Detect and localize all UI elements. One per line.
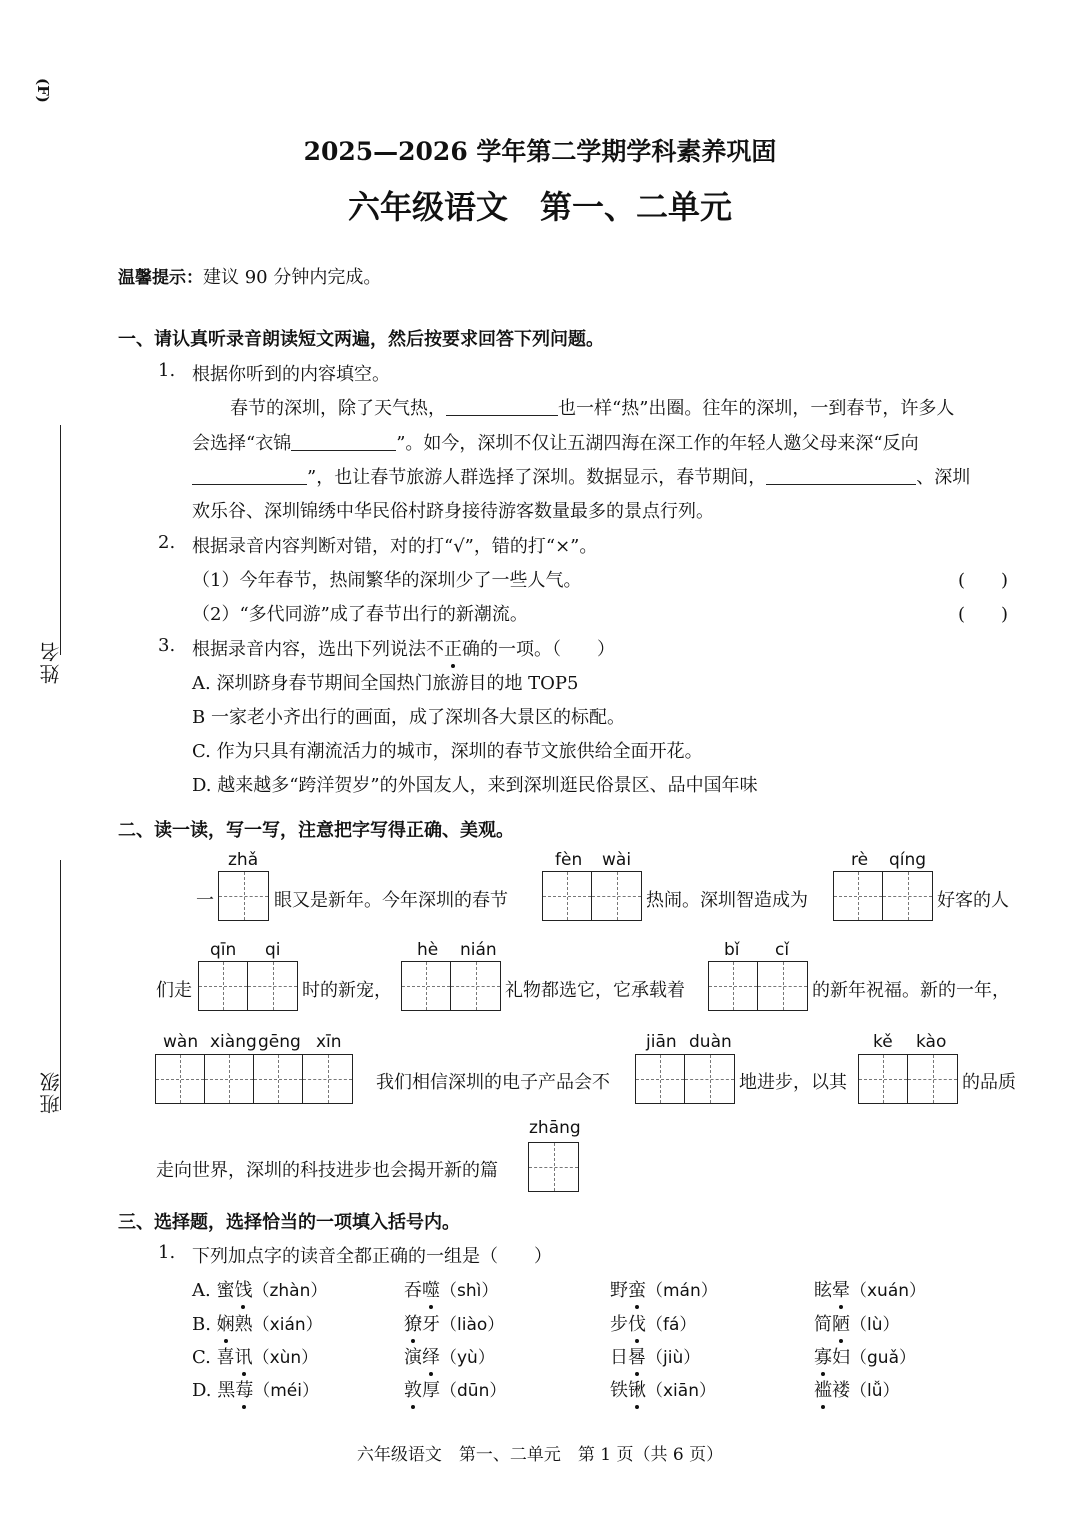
choice-item: [814, 1376, 900, 1402]
s3-q1-number: 1.: [158, 1242, 176, 1263]
choice-text: 黑: [217, 1380, 236, 1401]
pinyin: rè: [851, 850, 869, 870]
pinyin: zhāng: [529, 1118, 581, 1138]
row1-text-2: 热闹。深圳智造成为: [646, 890, 808, 911]
pinyin-reading: （dūn）: [440, 1381, 507, 1401]
exam-subtitle: 六年级语文 第一、二单元: [347, 188, 732, 226]
choice-text: 吞: [404, 1280, 422, 1301]
dotted-character: 褴: [814, 1376, 832, 1402]
choice-item: [814, 1343, 916, 1369]
choice-item: [610, 1343, 700, 1369]
tip-label: 温馨提示：: [118, 268, 203, 288]
q1-line1: 春节的深圳，除了天气热， 也一样“热”出圈。往年的深圳，一到春节，许多人: [230, 398, 955, 419]
choice-text: 牙: [422, 1314, 440, 1335]
pinyin: zhǎ: [228, 850, 259, 870]
series-label: (F): [34, 78, 52, 103]
pinyin-reading: （lǚ）: [850, 1381, 900, 1401]
row4-text-1: 走向世界，深圳的科技进步也会揭开新的篇: [156, 1160, 498, 1181]
writing-grid[interactable]: [155, 1054, 353, 1104]
choice-text: 铁: [610, 1380, 628, 1401]
choice-text: 蜜: [216, 1280, 235, 1301]
pinyin-reading: （lù）: [850, 1315, 900, 1335]
dotted-character: 噬: [422, 1276, 440, 1302]
choice-text: 步: [610, 1314, 628, 1335]
dotted-character: 饯: [234, 1276, 252, 1302]
pinyin-reading: （yù）: [440, 1348, 495, 1368]
choice-item: [610, 1376, 716, 1402]
page-footer: 六年级语文 第一、二单元 第 1 页（共 6 页）: [356, 1445, 724, 1465]
pinyin-reading: （fá）: [646, 1315, 697, 1335]
pinyin: qíng: [889, 850, 927, 870]
pinyin-reading: （méi）: [253, 1381, 319, 1401]
q1-line3: ”，也让春节旅游人群选择了深圳。数据显示，春节期间， 、深圳: [192, 463, 970, 489]
q2-answer-1[interactable]: ( ): [958, 570, 1009, 591]
q2-prompt: 根据录音内容判断对错，对的打“√”，错的打“×”。: [192, 536, 598, 557]
choice-text: A.: [192, 1280, 217, 1301]
pinyin-reading: （zhàn）: [252, 1281, 328, 1301]
section2-heading: 二、读一读，写一写，注意把字写得正确、美观。: [118, 820, 514, 841]
pinyin: wàn: [163, 1032, 199, 1052]
dotted-character: 陋: [832, 1310, 850, 1336]
writing-grid[interactable]: [218, 871, 269, 921]
q1-prompt: 根据你听到的内容填空。: [192, 364, 390, 385]
choice-item[interactable]: [192, 1376, 319, 1402]
row3-text-1: 我们相信深圳的电子产品会不: [376, 1072, 610, 1093]
name-line: [60, 425, 61, 655]
choice-item: [404, 1276, 498, 1302]
pinyin: qīn: [210, 940, 237, 960]
choice-item: [610, 1310, 696, 1336]
pinyin-reading: （guǎ）: [850, 1348, 916, 1368]
dotted-character: 晕: [832, 1276, 850, 1302]
pinyin: fèn: [555, 850, 583, 870]
s3-q1-prompt: 下列加点字的读音全都正确的一组是（ ）: [192, 1246, 552, 1267]
row1-text-3: 好客的人: [937, 890, 1009, 911]
q3-option-b[interactable]: B 一家老小齐出行的画面，成了深圳各大景区的标配。: [192, 707, 625, 728]
dotted-character: 敦: [404, 1376, 422, 1402]
choice-item: [404, 1343, 495, 1369]
name-label: 姓名: [39, 640, 63, 684]
dotted-character: 蛮: [628, 1276, 646, 1302]
q1-line2: 会选择“衣锦 ”。如今，深圳不仅让五湖四海在深工作的年轻人邀父母来深“反向: [192, 433, 919, 454]
pinyin-reading: （jiù）: [646, 1348, 701, 1368]
writing-grid[interactable]: [833, 871, 933, 921]
choice-item: [814, 1276, 926, 1302]
choice-text: 眩: [814, 1280, 832, 1301]
dotted-character: 獠: [404, 1310, 422, 1336]
writing-grid[interactable]: [198, 961, 298, 1011]
pinyin-reading: （xián）: [252, 1315, 323, 1335]
row2-text-3: 的新年祝福。新的一年，: [812, 980, 1010, 1001]
pinyin: hè: [417, 940, 439, 960]
class-label: 班级: [39, 1070, 63, 1114]
writing-grid[interactable]: [542, 871, 642, 921]
choice-text: 演: [404, 1347, 422, 1368]
dotted-character: 晷: [628, 1343, 646, 1369]
pinyin: cǐ: [775, 940, 790, 960]
pinyin-reading: （xùn）: [252, 1348, 319, 1368]
q3-prompt: 根据录音内容，选出下列说法不正确的一项。（ ）: [192, 635, 615, 661]
pinyin: wài: [602, 850, 632, 870]
dotted-character: 伐: [628, 1310, 646, 1336]
pinyin: qi: [265, 940, 281, 960]
section3-heading: 三、选择题，选择恰当的一项填入括号内。: [118, 1212, 460, 1233]
pinyin: bǐ: [724, 940, 740, 960]
dotted-character: 讯: [235, 1343, 253, 1369]
pinyin-reading: （xiān）: [646, 1381, 716, 1401]
row1-text-1: 眼又是新年。今年深圳的春节: [274, 890, 508, 911]
emphasis-text: 不正确: [426, 635, 480, 661]
choice-text: 厚: [422, 1380, 440, 1401]
row1-text-0: 一: [196, 890, 214, 911]
choice-text: 熟: [234, 1314, 253, 1335]
q1-number: 1.: [158, 360, 176, 381]
dotted-character: 寡: [814, 1343, 832, 1369]
choice-item[interactable]: [192, 1343, 318, 1369]
blank-2[interactable]: [291, 450, 396, 451]
row2-text-0: 们走: [156, 980, 192, 1001]
choice-item: [610, 1276, 718, 1302]
choice-text: 喜: [216, 1347, 235, 1368]
choice-item: [404, 1376, 506, 1402]
section1-heading: 一、请认真听录音朗读短文两遍，然后按要求回答下列问题。: [118, 329, 604, 350]
q2-answer-2[interactable]: ( ): [958, 604, 1009, 625]
pinyin: kào: [916, 1032, 947, 1052]
row2-text-1: 时的新宠，: [302, 980, 392, 1001]
tip: [118, 263, 381, 289]
writing-grid[interactable]: [708, 961, 808, 1011]
choice-item[interactable]: [192, 1276, 327, 1302]
q2-number: 2.: [158, 532, 176, 553]
writing-grid[interactable]: [635, 1054, 735, 1104]
writing-grid[interactable]: [858, 1054, 958, 1104]
tip-text: 建议 90 分钟内完成。: [203, 267, 382, 288]
pinyin: kě: [873, 1032, 893, 1052]
choice-item[interactable]: [192, 1310, 323, 1336]
exam-title: 2025—2026 学年第二学期学科素养巩固: [303, 137, 777, 166]
blank-3[interactable]: [192, 484, 307, 485]
choice-text: C.: [192, 1347, 217, 1368]
q3-number: 3.: [158, 635, 176, 656]
row3-text-2: 地进步，以其: [739, 1072, 847, 1093]
choice-text: 日: [610, 1347, 628, 1368]
q3-option-a[interactable]: A. 深圳跻身春节期间全国热门旅游目的地 TOP5: [192, 673, 579, 694]
choice-text: B.: [192, 1314, 217, 1335]
pinyin: gēng: [258, 1032, 301, 1052]
choice-text: 妇: [832, 1347, 850, 1368]
pinyin: duàn: [689, 1032, 732, 1052]
pinyin: jiān: [646, 1032, 677, 1052]
q2-statement-1: （1）今年春节，热闹繁华的深圳少了一些人气。: [192, 570, 582, 591]
choice-text: 简: [814, 1314, 832, 1335]
q2-statement-2: （2）“多代同游”成了春节出行的新潮流。: [192, 604, 528, 625]
pinyin-reading: （xuán）: [850, 1281, 927, 1301]
writing-grid[interactable]: [528, 1142, 579, 1192]
q3-option-d[interactable]: D. 越来越多“跨洋贺岁”的外国友人，来到深圳逛民俗景区、品中国年味: [192, 775, 758, 796]
dotted-character: 莓: [235, 1376, 253, 1402]
blank-1[interactable]: [446, 415, 558, 416]
pinyin-reading: （liào）: [440, 1315, 505, 1335]
q1-line4: 欢乐谷、深圳锦绣中华民俗村跻身接待游客数量最多的景点行列。: [192, 501, 714, 522]
choice-item: [814, 1310, 900, 1336]
row2-text-2: 礼物都选它，它承载着: [505, 980, 685, 1001]
blank-4[interactable]: [766, 484, 916, 485]
dotted-character: 绎: [422, 1343, 440, 1369]
writing-grid[interactable]: [401, 961, 501, 1011]
choice-text: 褛: [832, 1380, 850, 1401]
dotted-character: 娴: [217, 1310, 235, 1336]
pinyin-reading: （mán）: [646, 1281, 718, 1301]
row3-text-3: 的品质: [962, 1072, 1016, 1093]
choice-item: [404, 1310, 504, 1336]
choice-text: D.: [192, 1380, 218, 1401]
q3-option-c[interactable]: C. 作为只具有潮流活力的城市，深圳的春节文旅供给全面开花。: [192, 741, 703, 762]
dotted-character: 锹: [628, 1376, 646, 1402]
choice-text: 野: [610, 1280, 628, 1301]
pinyin-reading: （shì）: [440, 1281, 499, 1301]
pinyin: xiàng: [210, 1032, 257, 1052]
pinyin: xīn: [316, 1032, 342, 1052]
pinyin: nián: [460, 940, 497, 960]
